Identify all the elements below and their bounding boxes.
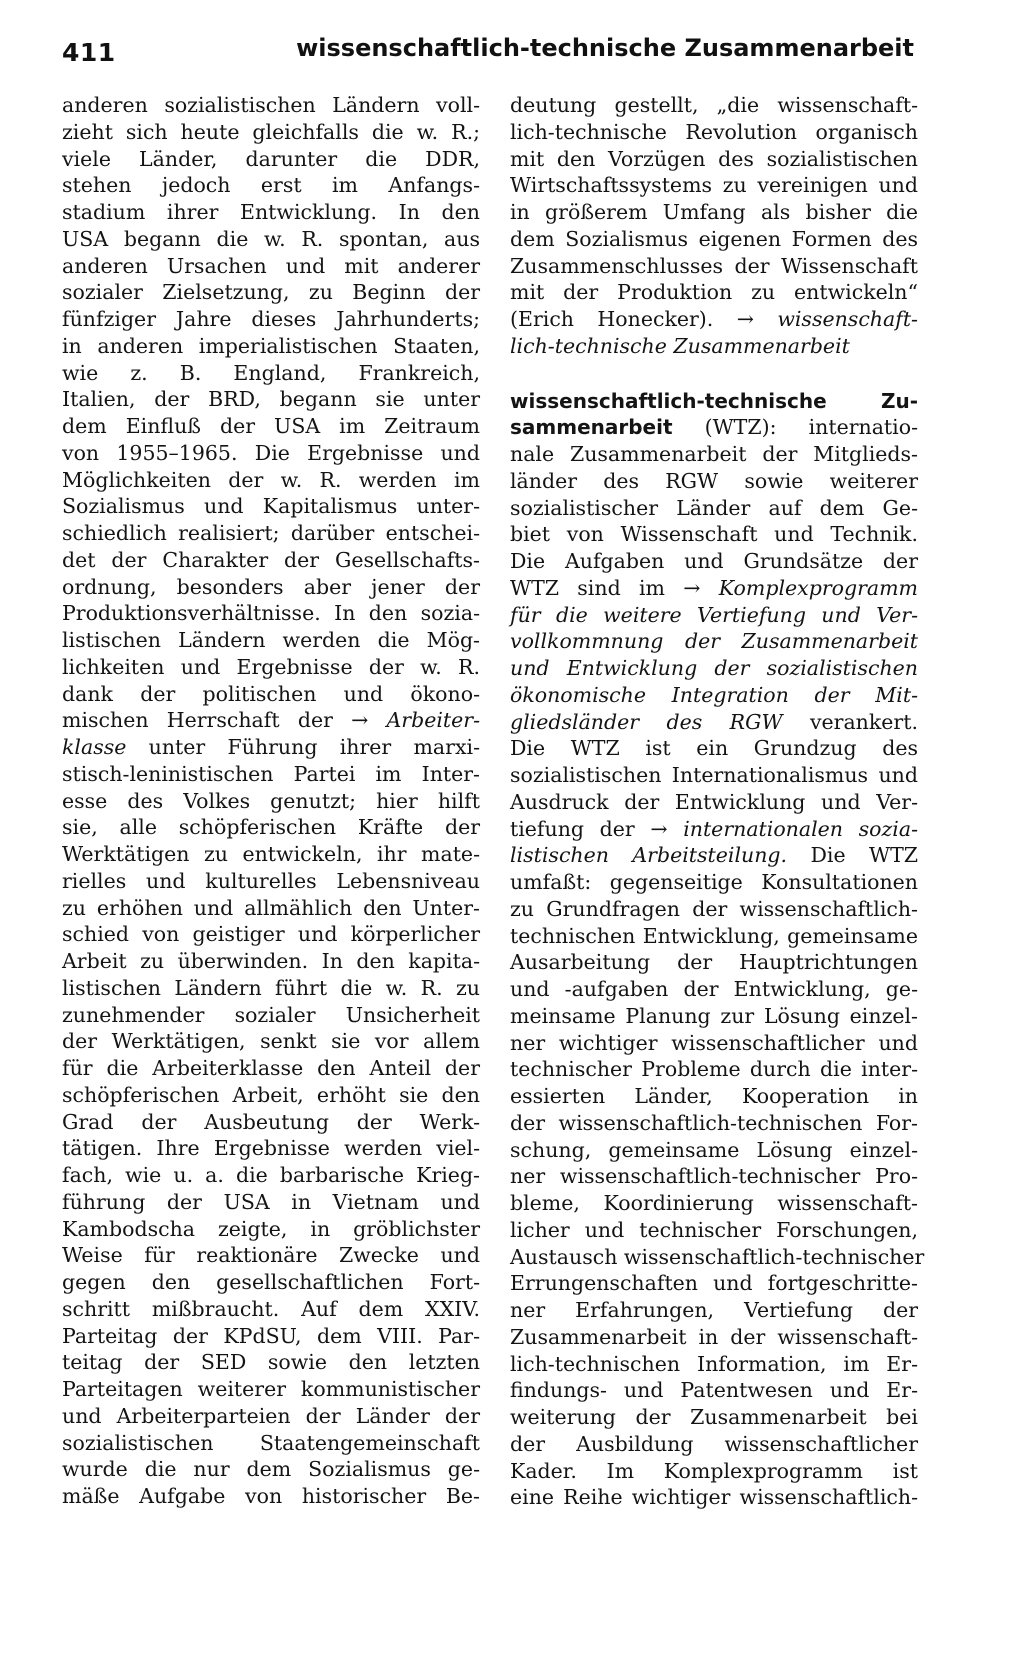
text-line: schiedlich realisiert; darüber entschei-: [62, 521, 480, 545]
text-line: zieht sich heute gleichfalls die w. R.;: [62, 119, 480, 144]
text-line: technischer Probleme durch die inter-: [510, 1057, 918, 1082]
text-line: weiterung der Zusammenarbeit bei: [510, 1405, 918, 1429]
text-line: der Werktätigen, senkt sie vor allem: [62, 1029, 480, 1054]
text-line: mit den Vorzügen des sozialistischen: [510, 146, 918, 171]
text-line: führung der USA in Vietnam und: [62, 1189, 480, 1214]
text-line: lich-technischen Information, im Er-: [510, 1351, 918, 1376]
text-line: Italien, der BRD, begann sie unter: [62, 387, 480, 412]
text-line: ner Erfahrungen, Vertiefung der: [510, 1298, 918, 1322]
text-line: (Erich Honecker). → wissenschaft-: [510, 307, 918, 331]
text-line: sozialistischer Länder auf dem Ge-: [510, 495, 918, 520]
text-line: tiefung der → internationalen sozia-: [510, 816, 918, 841]
text-line: ordnung, besonders aber jener der: [62, 574, 480, 599]
text-line: und -aufgaben der Entwicklung, ge-: [510, 977, 918, 1001]
page-number: 411: [62, 38, 116, 67]
text-line: von 1955–1965. Die Ergebnisse und: [62, 440, 480, 465]
text-line: Ausdruck der Entwicklung und Ver-: [510, 789, 918, 814]
text-line: WTZ sind im → Komplexprogramm: [510, 575, 918, 600]
text-line: Parteitag der KPdSU, dem VIII. Par-: [62, 1323, 480, 1348]
text-line: gliedsländer des RGW verankert.: [510, 709, 918, 734]
text-line: listischen Arbeitsteilung. Die WTZ: [510, 843, 918, 868]
running-head: wissenschaftlich-technische Zusammenarbeit: [296, 34, 914, 62]
text-line: fünfziger Jahre dieses Jahrhunderts;: [62, 307, 480, 331]
text-line: und Arbeiterparteien der Länder der: [62, 1403, 480, 1428]
text-line: Errungenschaften und fortgeschritte-: [510, 1271, 918, 1296]
text-line: biet von Wissenschaft und Technik.: [510, 522, 918, 547]
text-line: ner wissenschaftlich-technischer Pro-: [510, 1164, 918, 1189]
text-line: Austausch wissenschaftlich-technischer: [510, 1244, 925, 1269]
text-line: wurde die nur dem Sozialismus ge-: [62, 1457, 480, 1482]
text-line: für die Arbeiterklasse den Anteil der: [62, 1056, 480, 1080]
text-line: Grad der Ausbeutung der Werk-: [62, 1109, 480, 1134]
text-line: fach, wie u. a. die barbarische Krieg-: [62, 1163, 480, 1187]
text-line: listischen Ländern werden die Mög-: [62, 628, 480, 652]
text-line: schied von geistiger und körperlicher: [62, 922, 480, 947]
text-line: mäße Aufgabe von historischer Be-: [62, 1484, 480, 1508]
text-line: stadium ihrer Entwicklung. In den: [62, 200, 480, 224]
text-line: Weise für reaktionäre Zwecke und: [62, 1243, 480, 1268]
text-line: und Entwicklung der sozialistischen: [510, 656, 918, 680]
text-line: schritt mißbraucht. Auf dem XXIV.: [62, 1296, 480, 1321]
text-line: lichkeiten und Ergebnisse der w. R.: [62, 654, 480, 679]
text-line: viele Länder, darunter die DDR,: [62, 146, 480, 171]
text-line: meinsame Planung zur Lösung einzel-: [510, 1003, 918, 1028]
text-line: der wissenschaftlich-technischen For-: [510, 1110, 918, 1135]
text-line: Arbeit zu überwinden. In den kapita-: [62, 949, 480, 973]
right-column: [510, 92, 925, 1511]
text-line: in größerem Umfang als bisher die: [510, 200, 918, 224]
text-line: Ausarbeitung der Hauptrichtungen: [510, 950, 918, 975]
text-line: tätigen. Ihre Ergebnisse werden viel-: [62, 1136, 480, 1161]
text-line: licher und technischer Forschungen,: [510, 1217, 918, 1242]
text-line: mischen Herrschaft der → Arbeiter-: [62, 708, 480, 733]
text-line: teitag der SED sowie den letzten: [62, 1350, 480, 1375]
text-line: sozialistischen Internationalismus und: [510, 763, 918, 787]
text-line: dank der politischen und ökono-: [62, 681, 480, 706]
text-line: Die Aufgaben und Grundsätze der: [510, 549, 918, 573]
text-line: sie, alle schöpferischen Kräfte der: [62, 815, 480, 840]
page-header: [62, 30, 914, 80]
text-line: schöpferischen Arbeit, erhöht sie den: [62, 1082, 480, 1107]
text-line: USA begann die w. R. spontan, aus: [62, 226, 480, 251]
text-line: lich-technische Zusammenarbeit: [510, 333, 850, 358]
text-line: mit der Produktion zu entwickeln“: [510, 280, 918, 305]
text-line: klasse unter Führung ihrer marxi-: [62, 735, 480, 759]
text-line: zunehmender sozialer Unsicherheit: [62, 1002, 480, 1027]
text-line: Kader. Im Komplexprogramm ist: [510, 1458, 918, 1483]
text-line: dem Einfluß der USA im Zeitraum: [62, 414, 480, 438]
text-line: lich-technische Revolution organisch: [510, 119, 918, 144]
text-line: esse des Volkes genutzt; hier hilft: [62, 788, 480, 813]
text-line: det der Charakter der Gesellschafts-: [62, 547, 480, 572]
text-line: eine Reihe wichtiger wissenschaftlich-: [510, 1485, 918, 1510]
text-line: Wirtschaftssystems zu vereinigen und: [510, 173, 918, 198]
text-line: dem Sozialismus eigenen Formen des: [510, 226, 918, 251]
text-line: zu erhöhen und allmählich den Unter-: [62, 895, 480, 920]
text-line: deutung gestellt, „die wissenschaft-: [510, 93, 918, 117]
text-line: ökonomische Integration der Mit-: [510, 682, 918, 707]
text-line: Zusammenschlusses der Wissenschaft: [510, 253, 918, 278]
text-line: anderen Ursachen und mit anderer: [62, 253, 480, 278]
text-line: Sozialismus und Kapitalismus unter-: [62, 494, 480, 519]
text-line: Produktionsverhältnisse. In den sozia-: [62, 601, 480, 626]
text-line: ner wichtiger wissenschaftlicher und: [510, 1030, 918, 1055]
text-line: Werktätigen zu entwickeln, ihr mate-: [62, 842, 480, 866]
text-line: Kambodscha zeigte, in gröblichster: [62, 1216, 480, 1241]
text-line: listischen Ländern führt die w. R. zu: [62, 975, 480, 1000]
dictionary-entry-wtz: [510, 388, 925, 1512]
text-line: findungs- und Patentwesen und Er-: [510, 1378, 918, 1403]
text-line: sozialistischen Staatengemeinschaft: [62, 1430, 480, 1455]
text-line: nale Zusammenarbeit der Mitglieds-: [510, 442, 918, 466]
text-line: zu Grundfragen der wissenschaftlich-: [510, 896, 918, 921]
text-line: essierten Länder, Kooperation in: [510, 1084, 918, 1108]
text-line: gegen den gesellschaftlichen Fort-: [62, 1270, 480, 1294]
text-line: wie z. B. England, Frankreich,: [62, 360, 480, 385]
left-column: [62, 92, 480, 1510]
text-line: schung, gemeinsame Lösung einzel-: [510, 1137, 918, 1162]
text-line: Zusammenarbeit in der wissenschaft-: [510, 1324, 918, 1349]
text-line: vollkommnung der Zusammenarbeit: [510, 629, 918, 654]
text-line: Die WTZ ist ein Grundzug des: [510, 736, 918, 761]
continued-entry: [510, 92, 918, 360]
text-line: länder des RGW sowie weiterer: [510, 468, 918, 493]
text-line: sozialer Zielsetzung, zu Beginn der: [62, 280, 480, 305]
text-line: Parteitagen weiterer kommunistischer: [62, 1377, 480, 1401]
text-line: der Ausbildung wissenschaftlicher: [510, 1431, 918, 1456]
text-line: für die weitere Vertiefung und Ver-: [510, 602, 918, 627]
text-line: stehen jedoch erst im Anfangs-: [62, 173, 480, 198]
text-line: sammenarbeit (WTZ): internatio-: [510, 415, 918, 440]
text-line: anderen sozialistischen Ländern voll-: [62, 93, 480, 117]
text-line: wissenschaftlich-technische Zu-: [510, 388, 918, 413]
text-line: rielles und kulturelles Lebensniveau: [62, 868, 480, 893]
text-line: stisch-leninistischen Partei im Inter-: [62, 761, 480, 786]
text-line: umfaßt: gegenseitige Konsultationen: [510, 870, 918, 894]
text-line: in anderen imperialistischen Staaten,: [62, 333, 480, 358]
text-line: technischen Entwicklung, gemeinsame: [510, 923, 918, 948]
text-line: Möglichkeiten der w. R. werden im: [62, 467, 480, 492]
text-line: bleme, Koordinierung wissenschaft-: [510, 1191, 918, 1215]
